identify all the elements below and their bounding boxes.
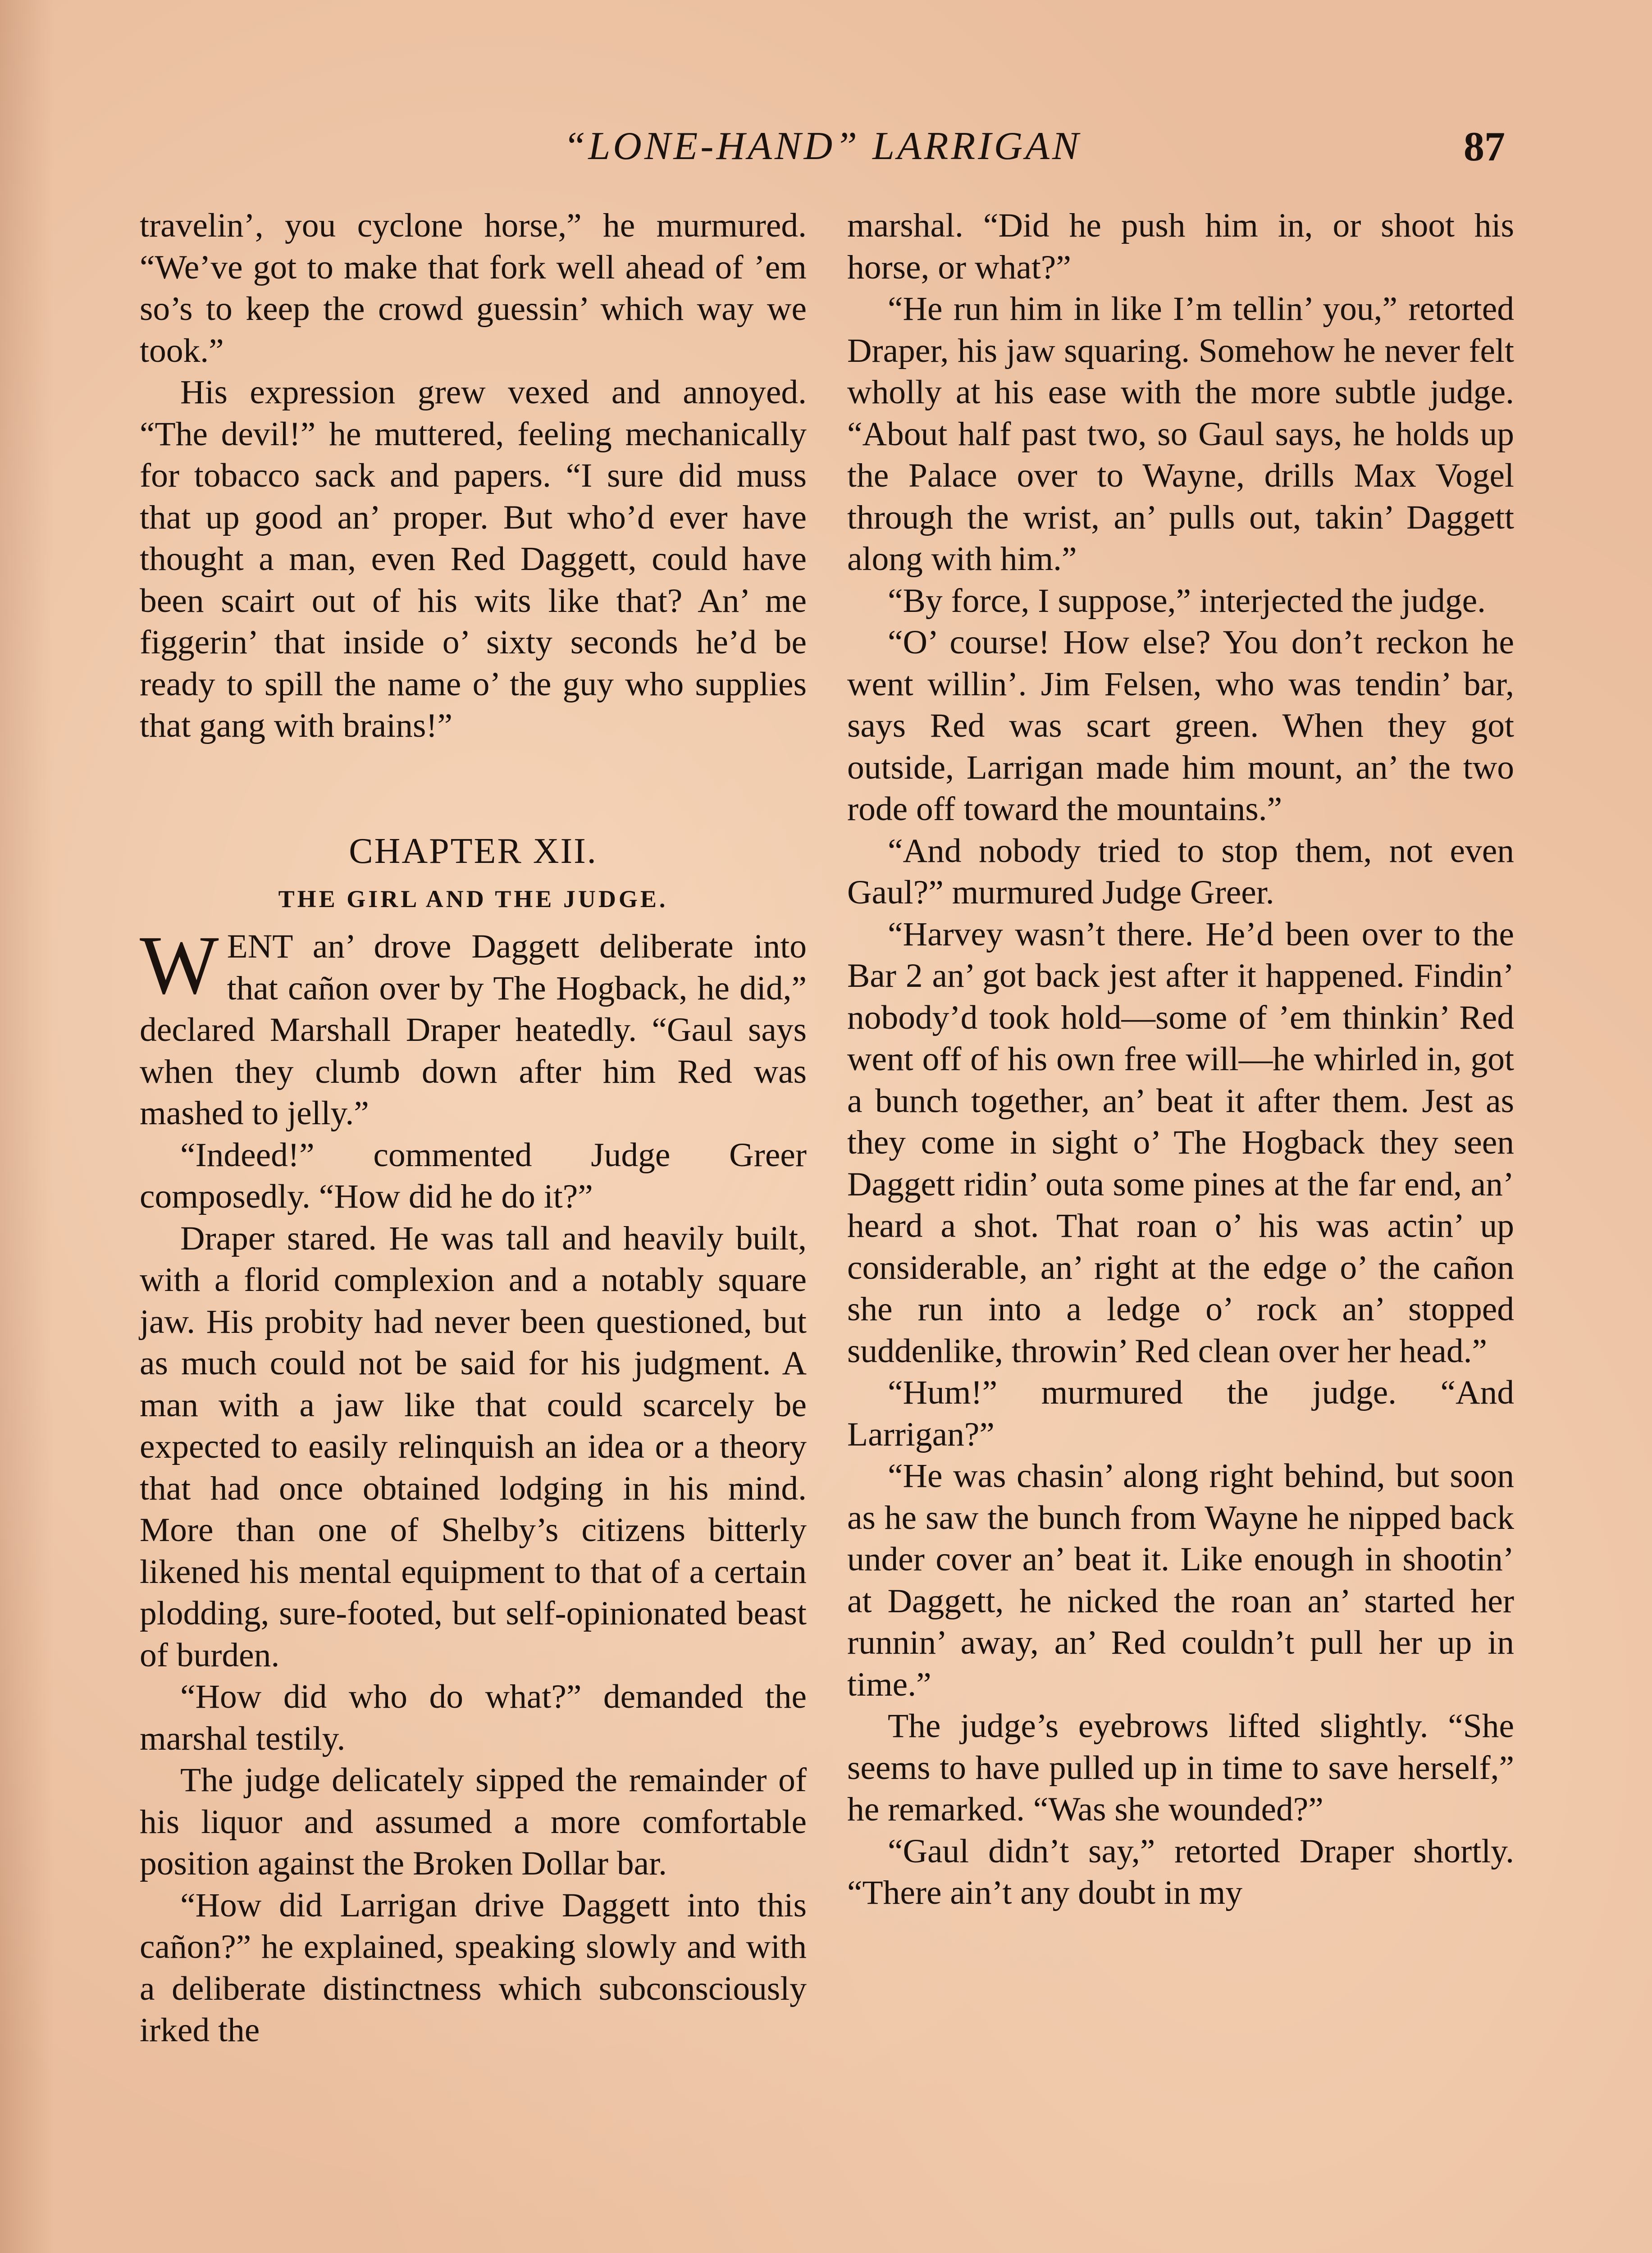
paragraph: Draper stared. He was tall and heavily built, with a florid complexion and a notably square jaw. His probity had never been questioned, but as much could not be said for his judgment. A man with a jaw like that could scarcely be expected to easily relinquish an idea or a theory that had once obtained lodging in his mind. More than one of Shelby’s citizens bitterly likened his mental equipment to that of a certain plodding, sure-footed, but self-opinionated beast of burden. bbox=[140, 1219, 807, 1674]
chapter-subtitle: THE GIRL AND THE JUDGE. bbox=[278, 885, 668, 912]
page-number: 87 bbox=[1464, 123, 1505, 169]
paragraph: “Gaul didn’t say,” retorted Draper shortly. “There ain’t any doubt in my bbox=[847, 1832, 1514, 1911]
chapter-heading bbox=[140, 830, 807, 917]
paragraph: “He run him in like I’m tellin’ you,” retorted Draper, his jaw squaring. Somehow he never felt wholly at his ease with the more subtle judge. “About half past two, so Gaul says, he holds up the Palace over to Wayne, drills Max Vogel through the wrist, an’ pulls out, takin’ Daggett along with him.” bbox=[847, 290, 1514, 578]
left-column bbox=[140, 205, 807, 2052]
paragraph: “He was chasin’ along right behind, but soon as he saw the bunch from Wayne he nipped back under cover an’ beat it. Like enough in shootin’ at Daggett, he nicked the roan an’ started her runnin’ away, an’ Red couldn’t pull her up in time.” bbox=[847, 1457, 1514, 1703]
paragraph: His expression grew vexed and annoyed. “The devil!” he muttered, feeling mechanically for tobacco sack and papers. “I sure did muss that up good an’ proper. But who’d ever have thought a man, even Red Daggett, could have been scairt out of his wits like that? An’ me figgerin’ that inside o’ sixty seconds he’d be ready to spill the name o’ the guy who supplies that gang with brains!” bbox=[140, 374, 807, 744]
paragraph: travelin’, you cyclone horse,” he murmured. “We’ve got to make that fork well ahead of ’em so’s to keep the crowd guessin’ which way we took.” bbox=[140, 207, 807, 369]
paragraph: “O’ course! How else? You don’t reckon he went willin’. Jim Felsen, who was tendin’ bar, says Red was scart green. When they got outside, Larrigan made him mount, an’ the two rode off toward the mountains.” bbox=[847, 624, 1514, 828]
paragraph: marshal. “Did he push him in, or shoot his horse, or what?” bbox=[847, 207, 1514, 286]
paragraph: “Indeed!” commented Judge Greer composedly. “How did he do it?” bbox=[140, 1136, 807, 1215]
paragraph: “How did who do what?” demanded the marshal testily. bbox=[140, 1678, 807, 1757]
chapter-opening-paragraph bbox=[140, 919, 807, 1135]
paragraph: “Hum!” murmured the judge. “And Larrigan?” bbox=[847, 1374, 1514, 1453]
opening-text: ENT an’ drove Daggett deliberate into that cañon over by The Hogback, he did,” declared Marshall Draper heatedly. “Gaul says when they clumb down after him Red was mashed to jelly.” bbox=[140, 928, 807, 1132]
paragraph: “How did Larrigan drive Daggett into this cañon?” he explained, speaking slowly and with a deliberate distinctness which subconsciously irked the bbox=[140, 1886, 807, 2049]
drop-cap: W bbox=[140, 919, 219, 1012]
running-title: “LONE-HAND” LARRIGAN bbox=[563, 124, 1082, 168]
paragraph: “Harvey wasn’t there. He’d been over to the Bar 2 an’ got back jest after it happened. Findin’ nobody’d took hold—some of ’em thinkin’ Red went off of his own free will—he whirled in, got a bunch together, an’ beat it after them. Jest as they come in sight o’ The Hogback they seen Daggett ridin’ outa some pines at the far end, an’ heard a shot. That roan o’ his was actin’ up considerable, an’ right at the edge o’ the cañon she run into a ledge o’ rock an’ stopped suddenlike, throwin’ Red clean over her head.” bbox=[847, 915, 1514, 1370]
page-header bbox=[140, 122, 1505, 171]
paragraph: “By force, I suppose,” interjected the judge. bbox=[888, 582, 1486, 620]
paragraph: The judge delicately sipped the remainder of his liquor and assumed a more comfortable position against the Broken Dollar bar. bbox=[140, 1761, 807, 1882]
chapter-title: CHAPTER XII. bbox=[349, 831, 598, 871]
right-column bbox=[847, 205, 1514, 1914]
paragraph: “And nobody tried to stop them, not even Gaul?” murmured Judge Greer. bbox=[847, 832, 1514, 911]
paragraph: The judge’s eyebrows lifted slightly. “She seems to have pulled up in time to save herself,” he remarked. “Was she wounded?” bbox=[847, 1707, 1514, 1828]
